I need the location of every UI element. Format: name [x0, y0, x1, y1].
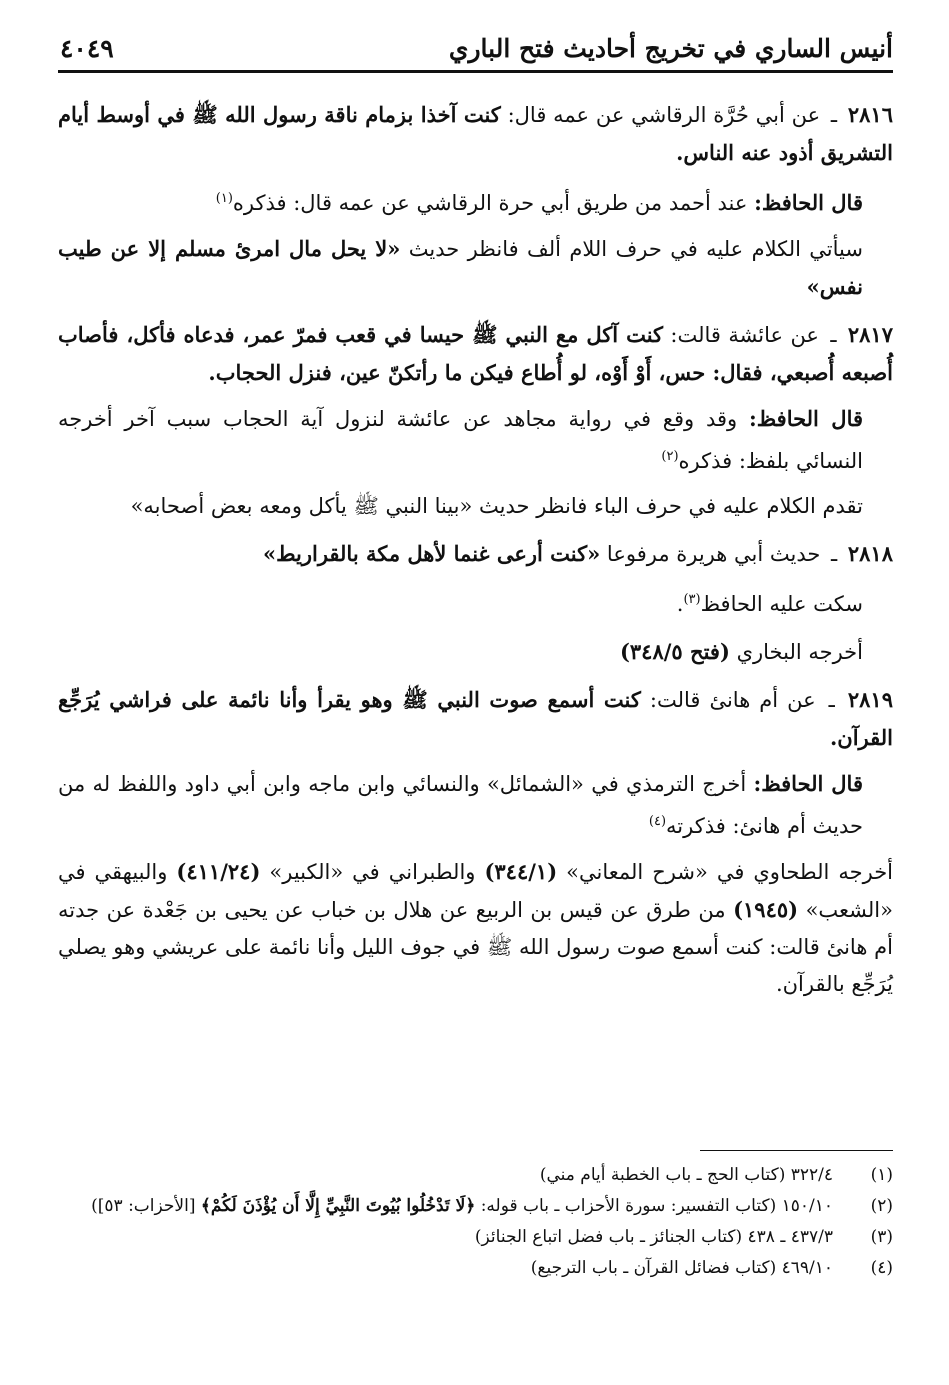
footnote-number: (٤)	[870, 1258, 893, 1278]
hafidh-label: قال الحافظ:	[753, 771, 863, 796]
footnotes	[58, 1160, 893, 1284]
takhrij-ref: (٣٤٤/١)	[484, 859, 558, 884]
takhrij-text: أخرجه الطحاوي في «شرح المعاني»	[566, 860, 894, 884]
footnote-divider	[700, 1150, 893, 1151]
hafidh-note	[58, 180, 863, 222]
hafidh-text: عند أحمد من طريق أبي حرة الرقاشي عن عمه قال: فذكره	[232, 191, 748, 215]
hadith-text: كنت آخذا بزمام ناقة رسول الله ﷺ في أوسط أيام التشريق أذود عنه الناس.	[58, 102, 893, 165]
footnote-text: ٤٦٩/١٠ (كتاب فضائل القرآن ـ باب الترجيع)	[530, 1258, 833, 1278]
takhrij	[58, 853, 893, 1003]
hafidh-text: وقد وقع في رواية مجاهد عن عائشة لنزول آية الحجاب سبب آخر أخرجه النسائي بلفظ: فذكره	[58, 407, 863, 473]
footnote-text: ٣٢٢/٤ (كتاب الحج ـ باب الخطبة أيام مني)	[539, 1165, 833, 1185]
running-header	[58, 30, 893, 73]
takhrij-text: من طرق عن قيس بن الربيع عن هلال بن خباب عن يحيى بن جَعْدة عن جدته أم هانئ قالت: كنت أسمع صوت رسول الله ﷺ في جوف الليل وأنا نائمة على عريشي وهو يصلي يُرَجِّع بالقرآن.	[58, 898, 893, 996]
footnote	[58, 1253, 893, 1284]
hadith-text: كنت أسمع صوت النبي ﷺ وهو يقرأ وأنا نائمة على فراشي يُرَجِّع القرآن.	[58, 687, 893, 750]
commentary	[58, 488, 893, 525]
footnote-text: ٤٣٧/٣ ـ ٤٣٨ (كتاب الجنائز ـ باب فضل اتباع الجنائز)	[474, 1227, 833, 1247]
footnote-number: (١)	[870, 1165, 893, 1185]
takhrij-ref: (فتح ٣٤٨/٥)	[619, 639, 730, 664]
silent-text: سكت عليه الحافظ	[700, 592, 863, 616]
hadith-number: ٢٨١٨	[847, 541, 893, 566]
takhrij-text: أخرجه البخاري	[736, 640, 863, 664]
footnote-text-part: [الأحزاب: ٥٣])	[91, 1196, 196, 1216]
commentary-text: تقدم الكلام عليه في حرف الباء فانظر حديث «بينا النبي ﷺ يأكل ومعه بعض أصحابه»	[130, 494, 863, 518]
hafidh-note	[58, 765, 863, 845]
silent-note: سكت عليه الحافظ$^{(٣)}$.	[676, 592, 863, 616]
hafidh-label: قال الحافظ:	[748, 406, 864, 431]
hadith-text: «كنت أرعى غنما لأهل مكة بالقراريط»	[262, 541, 601, 566]
footnote-number: (٣)	[870, 1227, 893, 1247]
hadith-entry: ٢٨١٨ ـ حديث أبي هريرة مرفوعا «كنت أرعى غنما لأهل مكة بالقراريط»	[262, 541, 893, 566]
hadith-number: ٢٨١٦	[847, 102, 893, 127]
commentary-text: سيأتي الكلام عليه في حرف اللام ألف فانظر حديث	[408, 237, 863, 261]
footnote-ref: (٤)	[648, 814, 667, 829]
footnote-text	[58, 1191, 833, 1222]
hadith-intro: عن أبي حُرَّة الرقاشي عن عمه قال:	[507, 103, 821, 127]
hadith-number: ٢٨١٩	[847, 687, 893, 712]
hadith-intro: حديث أبي هريرة مرفوعا	[606, 542, 821, 566]
hadith-entry: ٢٨١٧ ـ عن عائشة قالت: كنت آكل مع النبي ﷺ حيسا في قعب فمرّ عمر، فدعاه فأكل، فأصاب أُصبعه أُصبعي، فقال: حس، أَوْ أَوْه، لو أُطاع فيكن ما رأتكنّ عين، فنزل الحجاب.	[58, 322, 893, 385]
footnote	[58, 1191, 893, 1222]
main-text	[58, 96, 893, 1013]
hadith-entry: ٢٨١٩ ـ عن أم هانئ قالت: كنت أسمع صوت النبي ﷺ وهو يقرأ وأنا نائمة على فراشي يُرَجِّع القرآن.	[58, 687, 893, 750]
takhrij-ref: (١٩٤٥)	[733, 897, 799, 922]
hadith-text: كنت آكل مع النبي ﷺ حيسا في قعب فمرّ عمر، فدعاه فأكل، فأصاب أُصبعه أُصبعي، فقال: حس، أَوْ أَوْه، لو أُطاع فيكن ما رأتكنّ عين، فنزل الحجاب.	[58, 322, 893, 385]
hadith-number: ٢٨١٧	[847, 322, 893, 347]
hafidh-text: أخرج الترمذي في «الشمائل» والنسائي وابن ماجه وابن أبي داود واللفظ له من حديث أم هانئ: فذكرته	[58, 772, 863, 838]
takhrij-ref: (٤١١/٢٤)	[176, 859, 261, 884]
footnote-ref: (٢)	[661, 449, 679, 464]
commentary-quote: «لا يحل مال امرئ مسلم إلا عن طيب نفس»	[58, 236, 863, 299]
hafidh-note	[58, 400, 863, 480]
hadith-intro: عن أم هانئ قالت:	[649, 688, 816, 712]
takhrij-text: والبيهقي في «الشعب»	[58, 860, 893, 922]
commentary	[58, 230, 893, 306]
takhrij	[58, 633, 893, 671]
book-title: أنيس الساري في تخريج أحاديث فتح الباري	[448, 34, 893, 63]
hadith-intro: عن عائشة قالت:	[670, 323, 819, 347]
hafidh-label: قال الحافظ:	[754, 190, 863, 215]
footnote	[58, 1160, 893, 1191]
hadith-entry: ٢٨١٦ ـ عن أبي حُرَّة الرقاشي عن عمه قال: كنت آخذا بزمام ناقة رسول الله ﷺ في أوسط أيام التشريق أذود عنه الناس.	[58, 102, 893, 165]
page-number: ٤٠٤٩	[60, 34, 114, 63]
takhrij-text: والطبراني في «الكبير»	[269, 860, 476, 884]
quran-verse: ﴿لَا تَدْخُلُوا بُيُوتَ النَّبِيِّ إِلَّا أَن يُؤْذَنَ لَكُمْ﴾	[200, 1196, 476, 1216]
footnote-ref: (٣)	[683, 592, 701, 607]
footnote	[58, 1222, 893, 1253]
footnote-number: (٢)	[870, 1196, 893, 1216]
footnote-ref: (١)	[215, 191, 233, 206]
footnote-text-part: ١٥٠/١٠ (كتاب التفسير: سورة الأحزاب ـ باب قوله:	[480, 1196, 833, 1216]
